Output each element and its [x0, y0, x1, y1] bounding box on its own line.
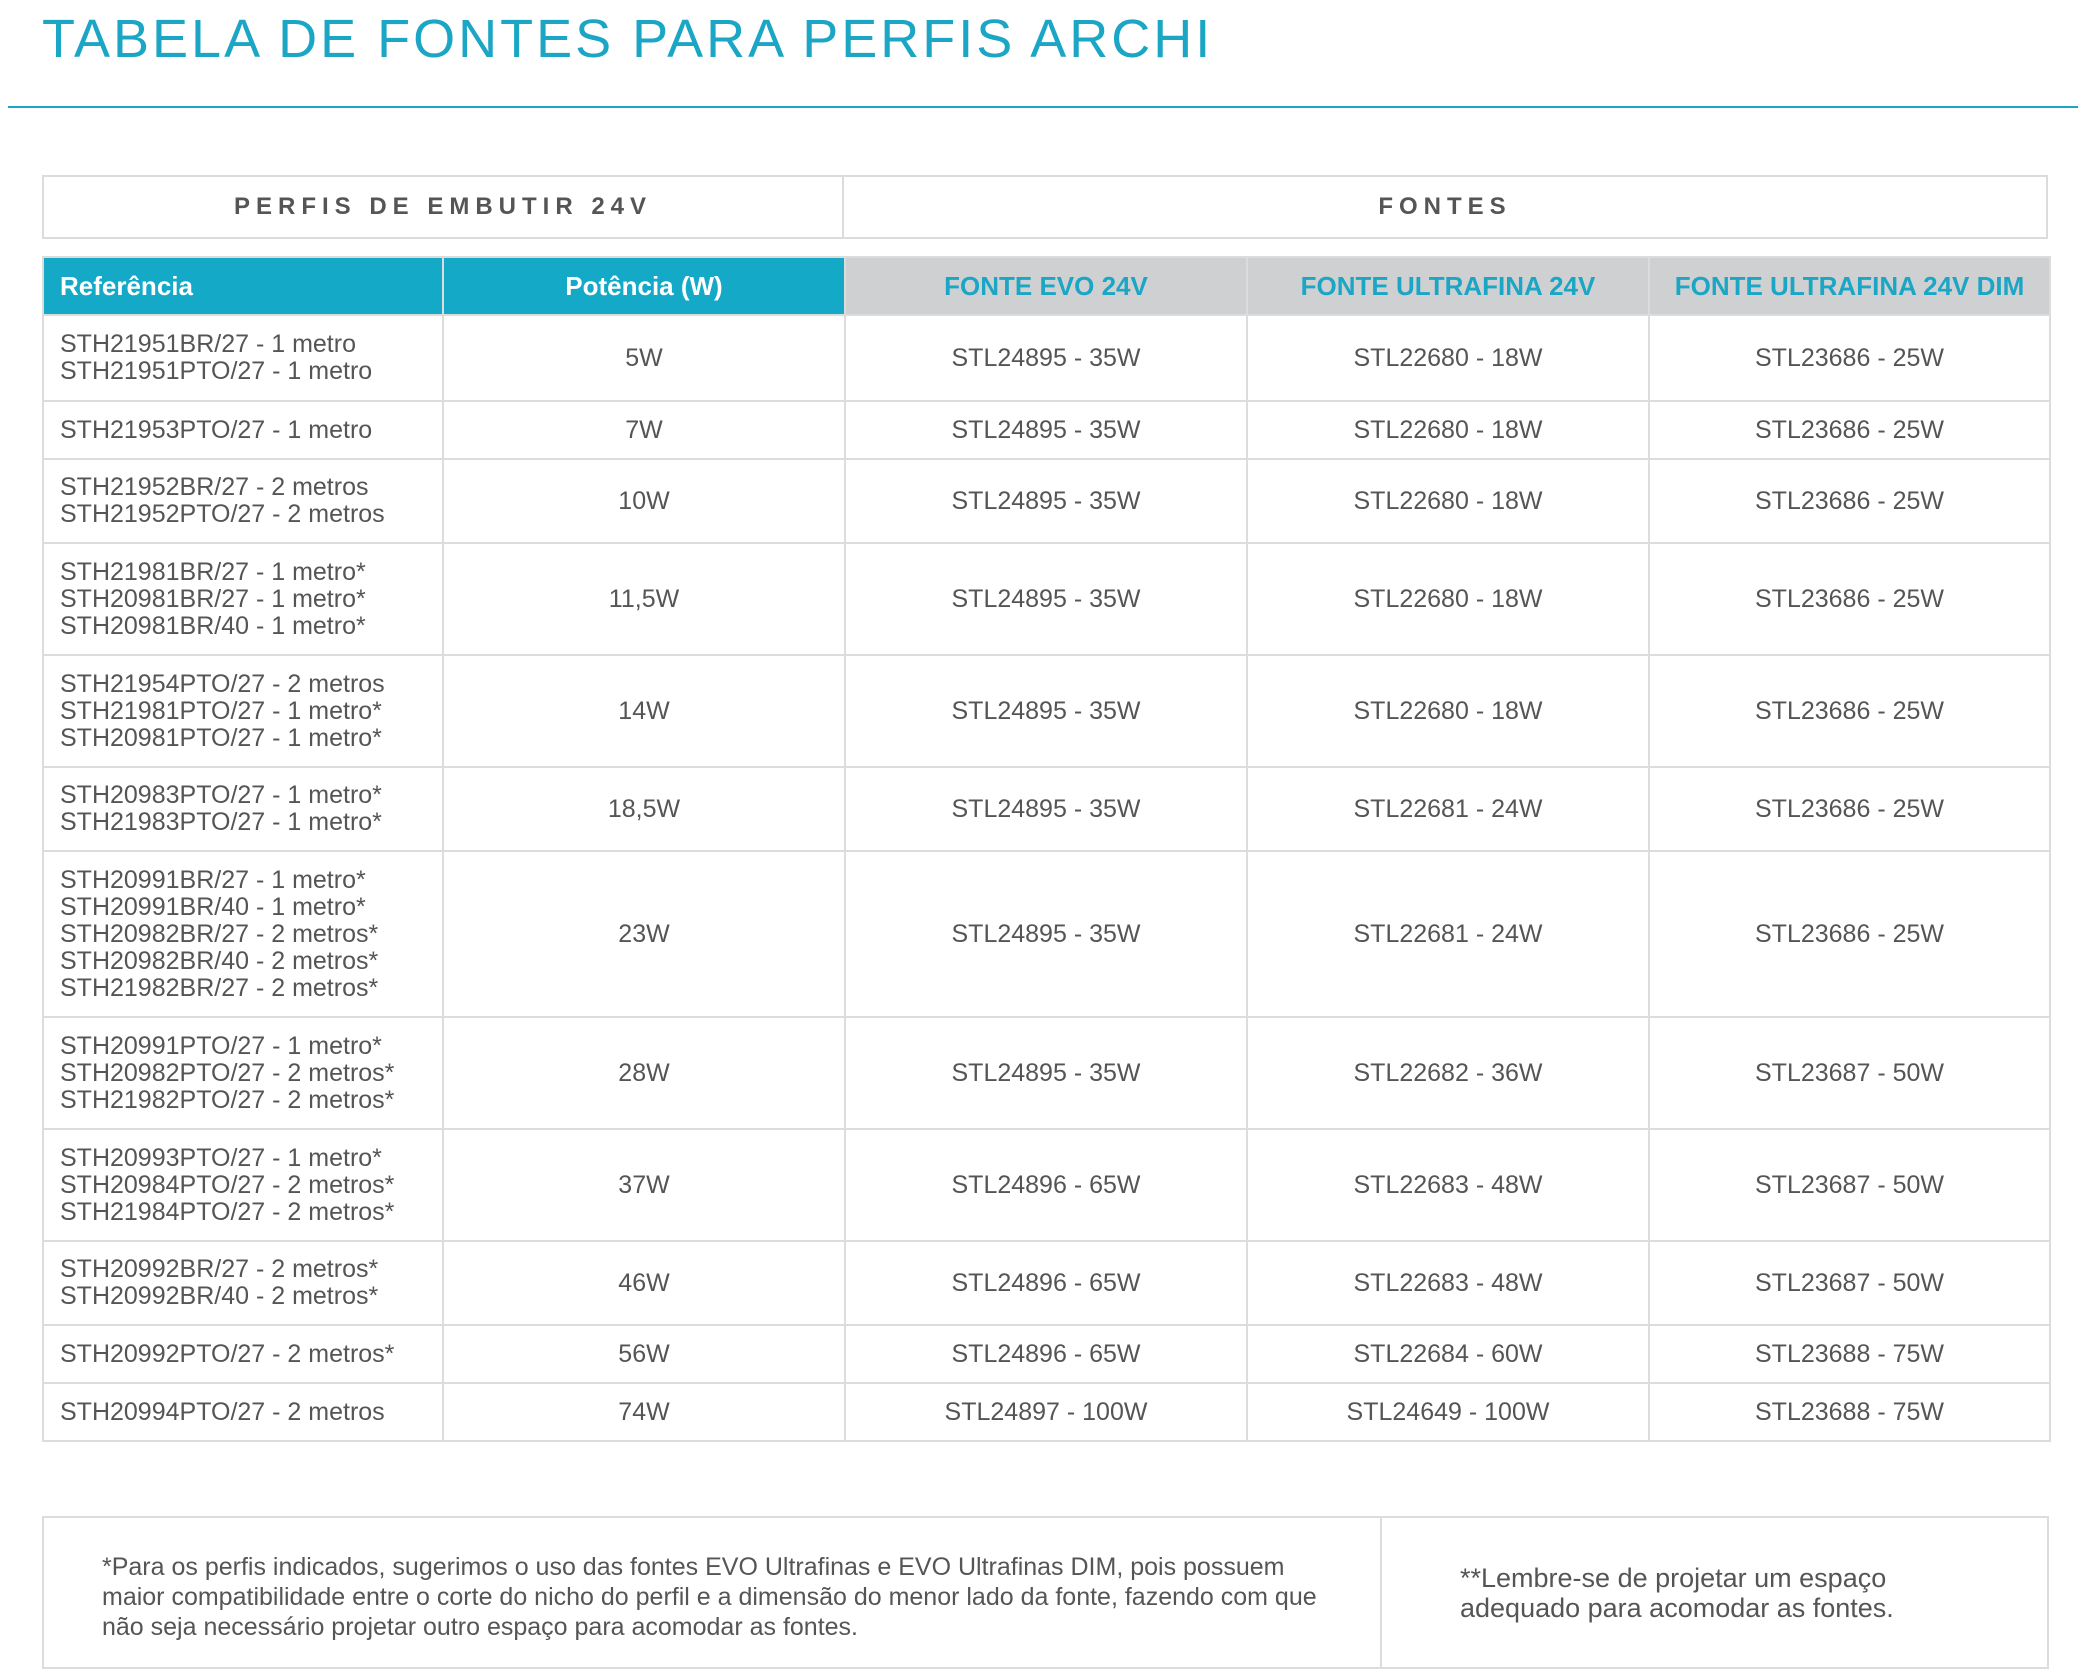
table-row [43, 1129, 2050, 1241]
table-body [43, 315, 2050, 1441]
cell-fonte-ultrafina-dim: STL23686 - 25W [1649, 851, 2050, 1017]
reference-code: STH20983PTO/27 - 1 metro* [60, 781, 382, 809]
cell-fonte-evo: STL24895 - 35W [845, 401, 1247, 459]
cell-potencia: 10W [443, 459, 845, 543]
cell-fonte-evo: STL24895 - 35W [845, 315, 1247, 401]
cell-fonte-ultrafina: STL22683 - 48W [1247, 1241, 1649, 1325]
group-header-row [42, 175, 2048, 239]
cell-potencia: 46W [443, 1241, 845, 1325]
footnote-compatibility: *Para os perfis indicados, sugerimos o uso das fontes EVO Ultrafinas e EVO Ultrafinas DIM, pois possuem maior compatibilidade entre o corte do nicho do perfil e a dimensão do menor lado da fonte, fazendo com que não seja necessário projetar outro espaço para acomodar as fontes. [44, 1518, 1382, 1667]
column-header-potencia: Potência (W) [443, 257, 845, 315]
column-header-fonte-ultrafina-dim: FONTE ULTRAFINA 24V DIM [1649, 257, 2050, 315]
cell-fonte-ultrafina: STL22680 - 18W [1247, 315, 1649, 401]
reference-code: STH21981BR/27 - 1 metro* [60, 557, 366, 586]
table-row [43, 767, 2050, 851]
reference-code: STH21953PTO/27 - 1 metro [60, 415, 373, 444]
reference-code: STH20981PTO/27 - 1 metro* [60, 723, 382, 752]
reference-code: STH21951PTO/27 - 1 metro [60, 357, 373, 385]
reference-code: STH20991PTO/27 - 1 metro* [60, 1031, 382, 1060]
cell-fonte-ultrafina-dim: STL23686 - 25W [1649, 543, 2050, 655]
reference-code: STH20992BR/40 - 2 metros* [60, 1282, 379, 1310]
cell-potencia: 5W [443, 315, 845, 401]
reference-code: STH20991BR/40 - 1 metro* [60, 892, 366, 921]
cell-referencia [43, 851, 443, 1017]
cell-referencia [43, 767, 443, 851]
cell-referencia [43, 1017, 443, 1129]
column-header-fonte-evo: FONTE EVO 24V [845, 257, 1247, 315]
cell-referencia [43, 315, 443, 401]
footnote-space-reminder [1382, 1518, 2047, 1667]
page-title: TABELA DE FONTES PARA PERFIS ARCHI [42, 9, 1214, 69]
table-row [43, 655, 2050, 767]
cell-potencia: 11,5W [443, 543, 845, 655]
table-row [43, 459, 2050, 543]
cell-referencia [43, 1325, 443, 1383]
cell-fonte-evo: STL24895 - 35W [845, 851, 1247, 1017]
table-row [43, 1241, 2050, 1325]
cell-fonte-ultrafina: STL22684 - 60W [1247, 1325, 1649, 1383]
reference-code: STH21982PTO/27 - 2 metros* [60, 1085, 395, 1114]
cell-fonte-ultrafina-dim: STL23686 - 25W [1649, 401, 2050, 459]
cell-referencia [43, 401, 443, 459]
title-divider [8, 106, 2078, 108]
column-header-referencia: Referência [43, 257, 443, 315]
cell-potencia: 23W [443, 851, 845, 1017]
cell-potencia: 56W [443, 1325, 845, 1383]
reference-code: STH21981PTO/27 - 1 metro* [60, 696, 382, 725]
reference-code: STH20984PTO/27 - 2 metros* [60, 1170, 395, 1199]
cell-fonte-ultrafina: STL22680 - 18W [1247, 655, 1649, 767]
group-header-perfis: PERFIS DE EMBUTIR 24V [44, 177, 844, 237]
reference-code: STH20992PTO/27 - 2 metros* [60, 1339, 395, 1368]
cell-fonte-evo: STL24896 - 65W [845, 1129, 1247, 1241]
cell-referencia [43, 655, 443, 767]
table-row [43, 401, 2050, 459]
cell-referencia [43, 1383, 443, 1441]
cell-fonte-ultrafina: STL22681 - 24W [1247, 767, 1649, 851]
table-header-row [43, 257, 2050, 315]
cell-potencia: 18,5W [443, 767, 845, 851]
table-row [43, 1383, 2050, 1441]
cell-fonte-ultrafina-dim: STL23687 - 50W [1649, 1129, 2050, 1241]
cell-referencia [43, 543, 443, 655]
cell-referencia [43, 1241, 443, 1325]
reference-code: STH20993PTO/27 - 1 metro* [60, 1143, 382, 1172]
footnote-space-line: adequado para acomodar as fontes. [1460, 1592, 1894, 1623]
cell-potencia: 14W [443, 655, 845, 767]
cell-potencia: 28W [443, 1017, 845, 1129]
reference-code: STH21984PTO/27 - 2 metros* [60, 1197, 395, 1226]
reference-code: STH21982BR/27 - 2 metros* [60, 973, 379, 1002]
cell-fonte-ultrafina: STL22683 - 48W [1247, 1129, 1649, 1241]
reference-code: STH20982PTO/27 - 2 metros* [60, 1058, 395, 1087]
cell-fonte-ultrafina: STL22682 - 36W [1247, 1017, 1649, 1129]
cell-fonte-evo: STL24895 - 35W [845, 543, 1247, 655]
reference-code: STH21952PTO/27 - 2 metros [60, 500, 385, 528]
cell-fonte-ultrafina: STL22680 - 18W [1247, 543, 1649, 655]
reference-code: STH20981BR/40 - 1 metro* [60, 611, 366, 640]
cell-fonte-ultrafina-dim: STL23686 - 25W [1649, 459, 2050, 543]
cell-potencia: 37W [443, 1129, 845, 1241]
table-row [43, 543, 2050, 655]
reference-code: STH20992BR/27 - 2 metros* [60, 1255, 379, 1283]
table-row [43, 1325, 2050, 1383]
table-row [43, 851, 2050, 1017]
cell-fonte-evo: STL24896 - 65W [845, 1241, 1247, 1325]
reference-code: STH20982BR/27 - 2 metros* [60, 919, 379, 948]
cell-fonte-ultrafina-dim: STL23686 - 25W [1649, 315, 2050, 401]
reference-code: STH20981BR/27 - 1 metro* [60, 584, 366, 613]
reference-code: STH21954PTO/27 - 2 metros [60, 669, 385, 698]
cell-referencia [43, 1129, 443, 1241]
group-header-fontes: FONTES [1378, 193, 1512, 220]
cell-fonte-ultrafina-dim: STL23687 - 50W [1649, 1017, 2050, 1129]
cell-fonte-evo: STL24896 - 65W [845, 1325, 1247, 1383]
cell-fonte-evo: STL24895 - 35W [845, 767, 1247, 851]
cell-potencia: 7W [443, 401, 845, 459]
reference-code: STH20991BR/27 - 1 metro* [60, 865, 366, 894]
cell-fonte-ultrafina-dim: STL23687 - 50W [1649, 1241, 2050, 1325]
cell-potencia: 74W [443, 1383, 845, 1441]
cell-fonte-evo: STL24895 - 35W [845, 459, 1247, 543]
cell-referencia [43, 459, 443, 543]
cell-fonte-evo: STL24895 - 35W [845, 655, 1247, 767]
cell-fonte-ultrafina: STL22681 - 24W [1247, 851, 1649, 1017]
reference-code: STH20982BR/40 - 2 metros* [60, 946, 379, 975]
cell-fonte-ultrafina: STL22680 - 18W [1247, 401, 1649, 459]
reference-code: STH21983PTO/27 - 1 metro* [60, 808, 382, 836]
cell-fonte-ultrafina-dim: STL23688 - 75W [1649, 1383, 2050, 1441]
reference-code: STH21952BR/27 - 2 metros [60, 473, 369, 501]
column-header-fonte-ultrafina: FONTE ULTRAFINA 24V [1247, 257, 1649, 315]
cell-fonte-ultrafina: STL24649 - 100W [1247, 1383, 1649, 1441]
reference-code: STH20994PTO/27 - 2 metros [60, 1397, 385, 1426]
footnote-space-line: **Lembre-se de projetar um espaço [1460, 1562, 1887, 1593]
sources-table [42, 256, 2051, 1442]
reference-code: STH21951BR/27 - 1 metro [60, 330, 356, 358]
cell-fonte-ultrafina-dim: STL23686 - 25W [1649, 655, 2050, 767]
cell-fonte-ultrafina-dim: STL23688 - 75W [1649, 1325, 2050, 1383]
cell-fonte-ultrafina: STL22680 - 18W [1247, 459, 1649, 543]
footnotes-box [42, 1516, 2049, 1669]
cell-fonte-evo: STL24897 - 100W [845, 1383, 1247, 1441]
table-row [43, 1017, 2050, 1129]
cell-fonte-evo: STL24895 - 35W [845, 1017, 1247, 1129]
cell-fonte-ultrafina-dim: STL23686 - 25W [1649, 767, 2050, 851]
table-row [43, 315, 2050, 401]
